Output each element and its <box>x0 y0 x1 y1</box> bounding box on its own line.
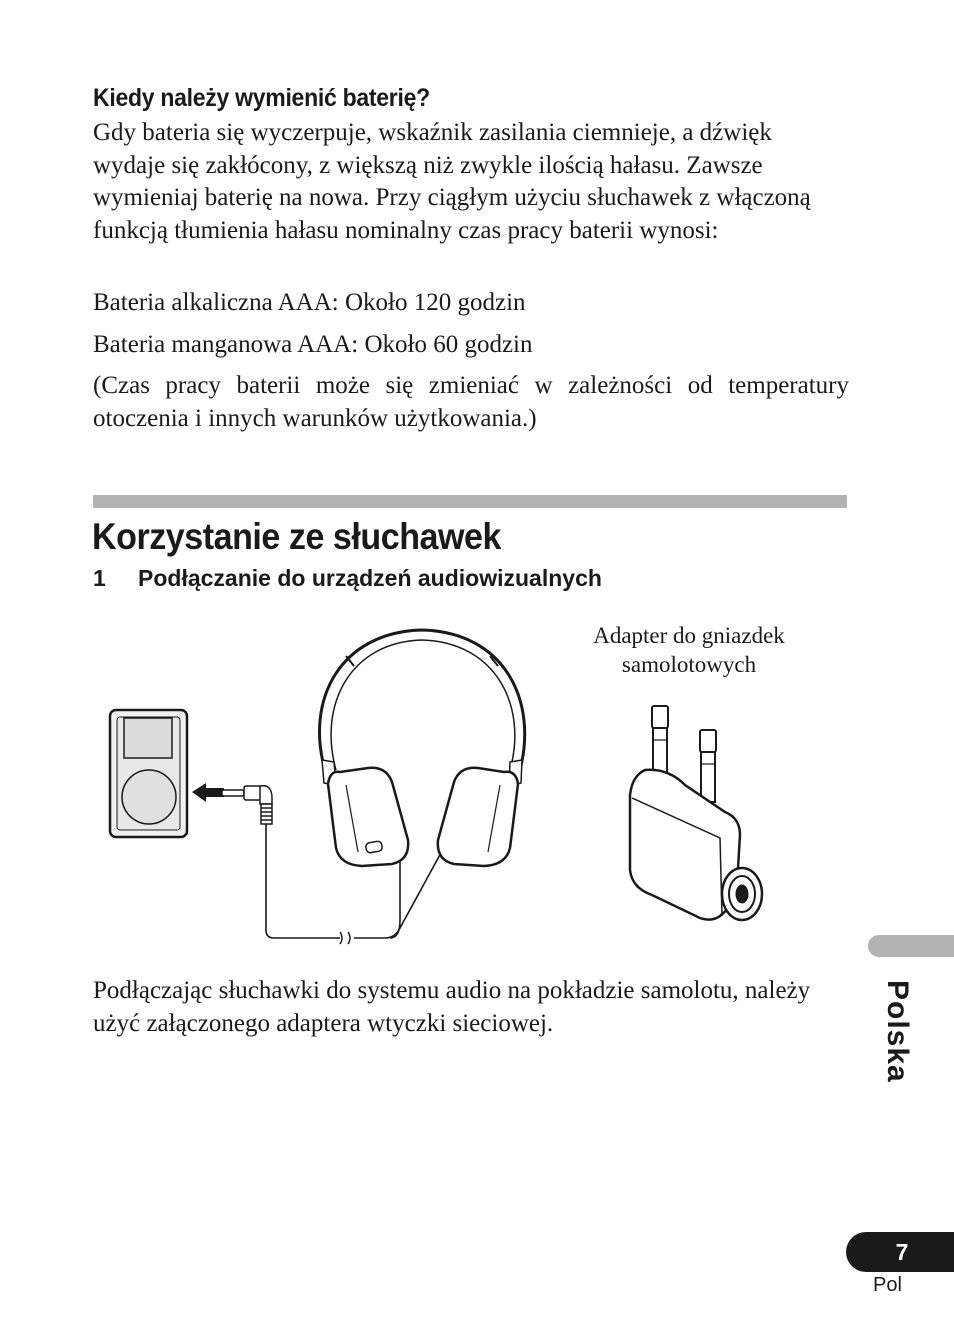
step-title: Podłączanie do urządzeń audiowizualnych <box>138 565 602 591</box>
section-title: Korzystanie ze słuchawek <box>92 516 501 557</box>
airplane-paragraph: Podłączając słuchawki do systemu audio na pokładzie samolotu, należy użyć załączonego adaptera wtyczki sieciowej. <box>93 977 811 1037</box>
language-label: Polska <box>881 980 914 1083</box>
manganese-battery-life: Bateria manganowa AAA: Około 60 godzin <box>93 331 533 358</box>
connection-illustration <box>100 620 780 950</box>
arrow-left-icon <box>192 783 224 802</box>
alkaline-battery-life: Bateria alkaliczna AAA: Około 120 godzin <box>93 289 526 316</box>
audio-player-icon <box>110 710 187 837</box>
step-number: 1 <box>93 565 106 591</box>
battery-paragraph: Gdy bateria się wyczerpuje, wskaźnik zasilania ciemnieje, a dźwięk wydaje się zakłócony, z większą niż zwykle ilością hałasu. Zawsze wymieniaj baterię na nowa. Przy ciągłym użyciu słuchawek z włączoną funkcją tłumienia hałasu nominalny czas pracy baterii wynosi: <box>93 119 811 244</box>
page-language-code: Pol <box>873 1274 902 1296</box>
headphone-plug-icon <box>222 786 272 824</box>
page-number: 7 <box>846 1232 954 1272</box>
headphones-icon <box>319 630 524 866</box>
adapter-caption: Adapter do gniazdek samolotowych <box>593 623 785 677</box>
section-divider <box>93 495 847 508</box>
subsection-heading: Kiedy należy wymienić baterię? <box>93 84 430 112</box>
plane-adapter-icon <box>630 706 762 920</box>
battery-note: (Czas pracy baterii może się zmieniać w zależności od temperatury otoczenia i innych warunków użytkowania.) <box>93 372 849 432</box>
language-tab-marker <box>868 935 954 957</box>
